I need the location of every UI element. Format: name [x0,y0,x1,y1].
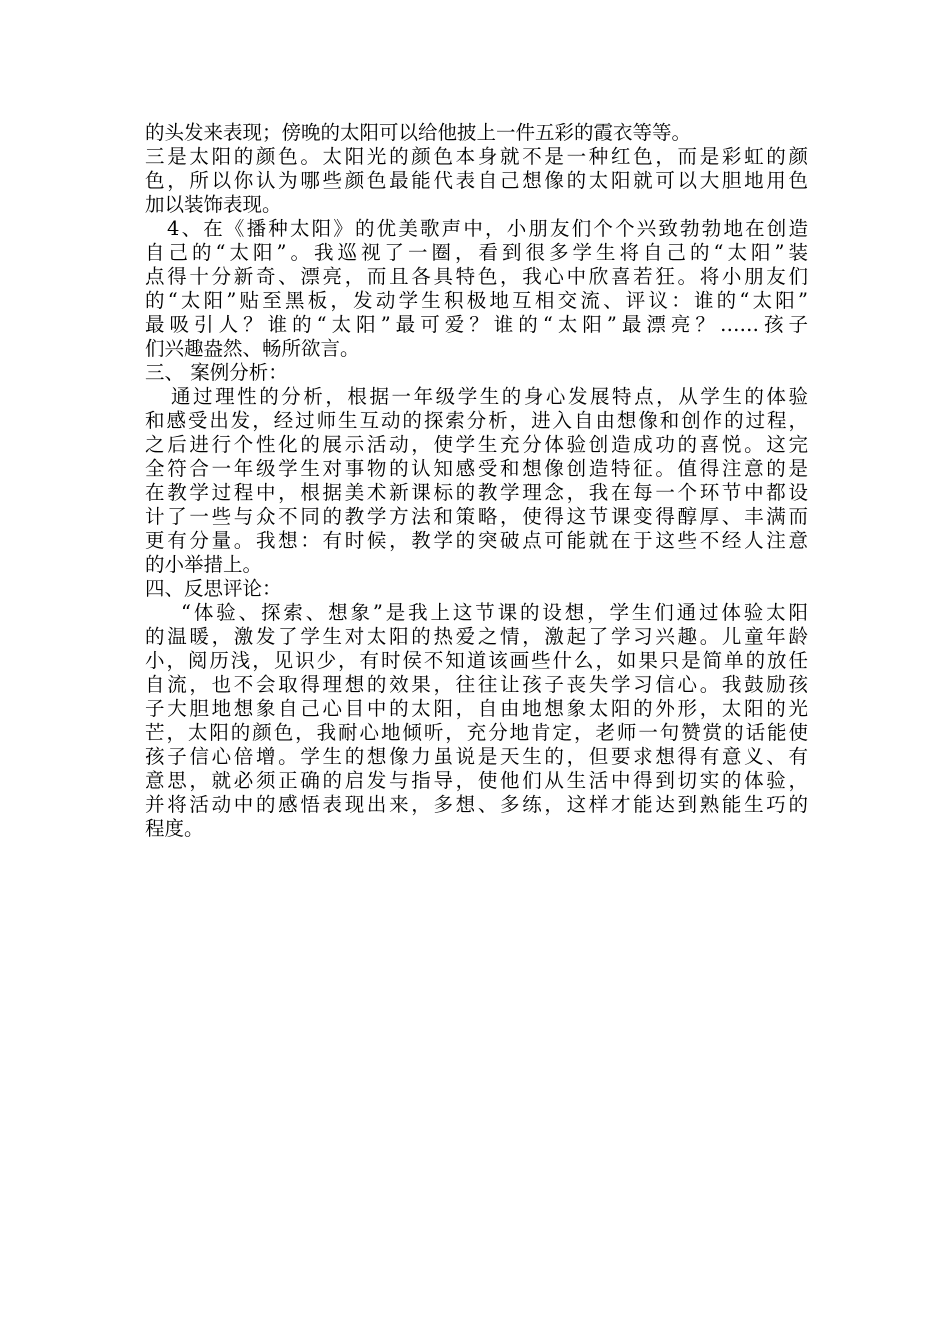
text-line: 更有分量。我想：有时候，教学的突破点可能就在于这些不经人注意 [145,529,808,552]
text-line: 们兴趣盎然、畅所欲言。 [145,337,360,360]
text-line: 并将活动中的感悟表现出来，多想、多练，这样才能达到熟能生巧的 [145,793,808,816]
text-line: 的小举措上。 [145,553,263,576]
paragraph [145,217,808,361]
text-line: “体验、探索、想象”是我上这节课的设想，学生们通过体验太阳 [181,601,808,624]
text-line: 全符合一年级学生对事物的认知感受和想像创造特征。值得注意的是 [145,457,808,480]
text-line: 之后进行个性化的展示活动，使学生充分体验创造成功的喜悦。这完 [145,433,808,456]
text-line: 在教学过程中，根据美术新课标的教学理念，我在每一个环节中都设 [145,481,808,504]
paragraph [145,385,808,577]
text-line: 子大胆地想象自己心目中的太阳，自由地想象太阳的外形，太阳的光 [145,697,808,720]
text-line: 自己的“太阳”。我巡视了一圈，看到很多学生将自己的“太阳”装 [145,241,808,264]
text-line: 的温暖，激发了学生对太阳的热爱之情，激起了学习兴趣。儿童年龄 [145,625,808,648]
text-line: 自流，也不会取得理想的效果，往往让孩子丧失学习信心。我鼓励孩 [145,673,808,696]
text-line: 通过理性的分析，根据一年级学生的身心发展特点，从学生的体验 [171,385,808,408]
paragraph [145,145,808,217]
text-line: 4、在《播种太阳》的优美歌声中，小朋友们个个兴致勃勃地在创造 [167,217,808,240]
text-line: 四、反思评论： [145,577,282,600]
paragraph [145,601,808,841]
text-line: 三、 案例分析： [145,361,288,384]
text-line: 计了一些与众不同的教学方法和策略，使得这节课变得醇厚、丰满而 [145,505,808,528]
text-line: 的头发来表现；傍晚的太阳可以给他披上一件五彩的霞衣等等。 [145,121,692,144]
text-line: 三是太阳的颜色。太阳光的颜色本身就不是一种红色，而是彩虹的颜 [145,145,808,168]
text-line: 加以装饰表现。 [145,193,282,216]
paragraph [145,121,808,145]
text-line: 的“太阳”贴至黑板，发动学生积极地互相交流、评议：谁的“太阳” [145,289,808,312]
section-heading [145,577,808,601]
text-line: 意思，就必须正确的启发与指导，使他们从生活中得到切实的体验， [145,769,808,792]
text-line: 最吸引人？谁的“太阳”最可爱？谁的“太阳”最漂亮？……孩子 [145,313,808,336]
text-line: 色，所以你认为哪些颜色最能代表自己想像的太阳就可以大胆地用色 [145,169,808,192]
text-line: 小，阅历浅，见识少，有时侯不知道该画些什么，如果只是简单的放任 [145,649,808,672]
text-line: 和感受出发，经过师生互动的探索分析，进入自由想像和创作的过程， [145,409,808,432]
section-heading [145,361,808,385]
text-line: 孩子信心倍增。学生的想像力虽说是天生的，但要求想得有意义、有 [145,745,808,768]
text-line: 芒，太阳的颜色，我耐心地倾听，充分地肯定，老师一句赞赏的话能使 [145,721,808,744]
document-page [145,121,808,841]
text-line: 程度。 [145,817,204,840]
text-line: 点得十分新奇、漂亮，而且各具特色，我心中欣喜若狂。将小朋友们 [145,265,808,288]
